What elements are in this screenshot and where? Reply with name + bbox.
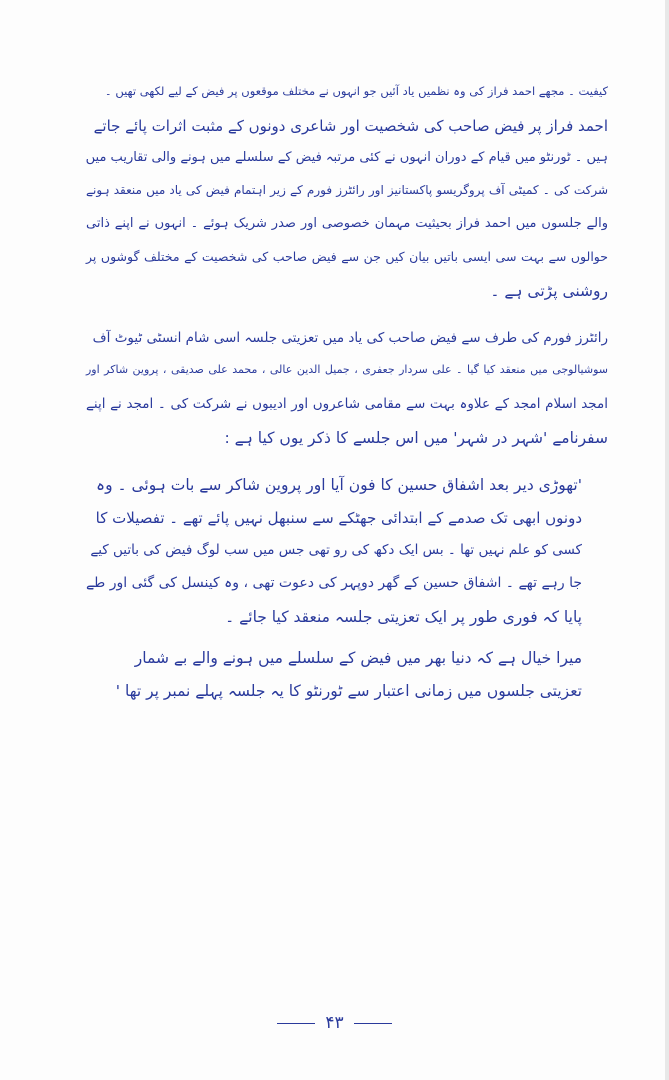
folio-dash-right (277, 1023, 315, 1024)
quote-line: دونوں ابھی تک صدمے کے ابتدائی جھٹکے سے سنبھل نہیں پائے تھے ۔ تفصیلات کا (95, 509, 582, 527)
text-line: شرکت کی ۔ کمیٹی آف پروگریسو پاکستانیز اور رائٹرز فورم کے زیر اہتمام فیض کی یاد میں منعقد ہونے (86, 183, 608, 197)
page-edge (665, 0, 669, 1080)
text-line: رائٹرز فورم کی طرف سے فیض صاحب کی یاد میں تعزیتی جلسہ اسی شام انسٹی ٹیوٹ آف (92, 330, 608, 346)
text-line: روشنی پڑتی ہے ۔ (490, 282, 608, 300)
quote-line: کسی کو علم نہیں تھا ۔ بس ایک دکھ کی رو تھی جس میں سب لوگ فیض کی باتیں کیے (90, 542, 582, 558)
text-line: ہیں ۔ ٹورنٹو میں قیام کے دوران انہوں نے کئی مرتبہ فیض کے سلسلے میں ہونے والی تقاریب میں (85, 150, 608, 165)
text-line: کیفیت ۔ مجھے احمد فراز کی وہ نظمیں یاد آئیں جو انہوں نے مختلف موقعوں پر فیض کے لیے لکھی تھیں ۔ (104, 84, 608, 98)
text-line: والے جلسوں میں احمد فراز بحیثیت مہمان خصوصی اور صدر شریک ہوئے ۔ انہوں نے اپنے ذاتی (86, 216, 608, 231)
quote-line: پایا کہ فوری طور پر ایک تعزیتی جلسہ منعقد کیا جائے ۔ (225, 608, 582, 626)
quote-line: تعزیتی جلسوں میں زمانی اعتبار سے ٹورنٹو کا یہ جلسہ پہلے نمبر پر تھا ' (115, 682, 582, 700)
text-line: حوالوں سے بہت سی ایسی باتیں بیان کیں جن سے فیض صاحب کی شخصیت کے مختلف گوشوں پر (86, 249, 608, 264)
folio-dash-left (354, 1023, 392, 1024)
text-line: احمد فراز پر فیض صاحب کی شخصیت اور شاعری دونوں کے مثبت اثرات پائے جاتے (93, 117, 608, 135)
page-number (0, 1013, 669, 1033)
quote-line: جا رہے تھے ۔ اشفاق حسین کے گھر دوپہر کی دعوت تھی ، وہ کینسل کی گئی اور طے (85, 575, 582, 591)
text-line: سفرنامے 'شہر در شہر' میں اس جلسے کا ذکر یوں کیا ہے : (224, 429, 608, 447)
text-line: امجد اسلام امجد کے علاوہ بہت سے مقامی شاعروں اور ادیبوں نے شرکت کی ۔ امجد نے اپنے (86, 396, 608, 412)
page-number-text: ۴۳ (325, 1013, 344, 1033)
text-line: سوشیالوجی میں منعقد کیا گیا ۔ علی سردار جعفری ، جمیل الدین عالی ، محمد علی صدیقی ، پروین شاکر اور (86, 363, 608, 376)
quote-line: 'تھوڑی دیر بعد اشفاق حسین کا فون آیا اور پروین شاکر سے بات ہوئی ۔ وہ (95, 476, 582, 494)
quote-line: میرا خیال ہے کہ دنیا بھر میں فیض کے سلسلے میں ہونے والے بے شمار (134, 649, 582, 667)
